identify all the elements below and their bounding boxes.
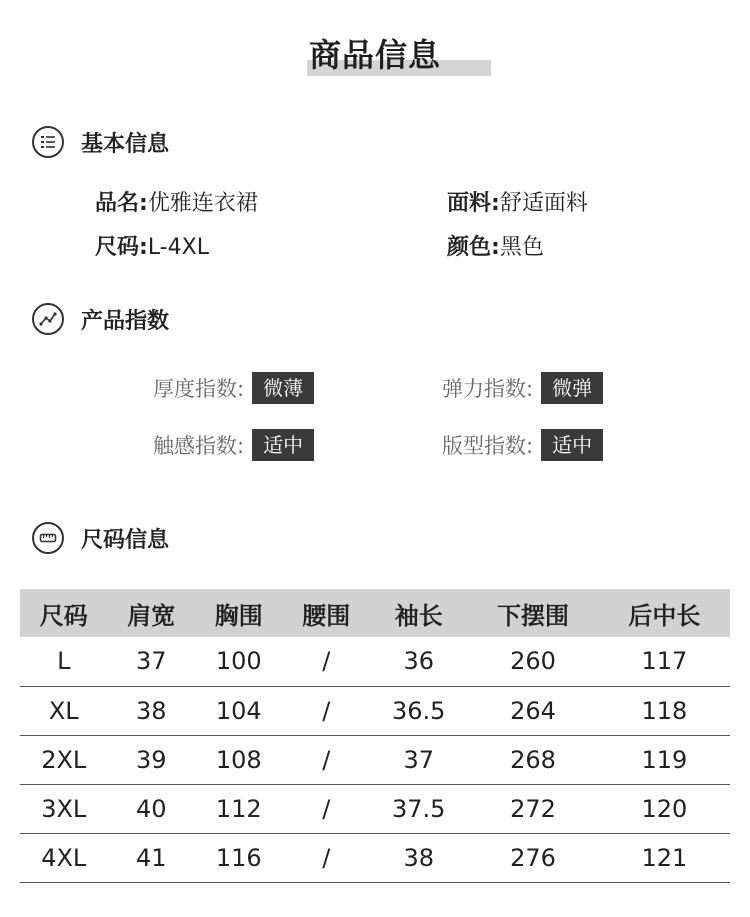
ruler-icon	[32, 522, 64, 554]
section-basic-title: 基本信息	[81, 131, 170, 157]
table-header-cell: 肩宽	[108, 589, 196, 637]
table-cell: 40	[108, 784, 196, 833]
table-cell: 100	[195, 637, 283, 686]
index-touch	[153, 429, 314, 461]
table-cell: 112	[195, 784, 283, 833]
table-cell: 108	[195, 735, 283, 784]
table-cell: 38	[370, 833, 467, 882]
table-row	[20, 833, 730, 882]
table-cell: 264	[467, 686, 598, 735]
table-cell: /	[283, 686, 371, 735]
table-cell: 37.5	[370, 784, 467, 833]
info-value: 优雅连衣裙	[147, 191, 258, 216]
table-cell: 37	[108, 637, 196, 686]
table-cell: 268	[467, 735, 598, 784]
table-cell: /	[283, 735, 371, 784]
table-cell: 36	[370, 637, 467, 686]
index-label: 版型指数:	[442, 434, 534, 458]
table-cell: 116	[195, 833, 283, 882]
table-row	[20, 686, 730, 735]
table-row	[20, 784, 730, 833]
index-label: 触感指数:	[153, 434, 245, 458]
section-size-header	[32, 521, 169, 555]
info-label: 品名:	[95, 191, 148, 216]
table-cell: 119	[599, 735, 730, 784]
index-badge: 微弹	[541, 372, 603, 404]
info-color	[447, 230, 544, 261]
index-badge: 微薄	[252, 372, 314, 404]
table-cell: 41	[108, 833, 196, 882]
table-cell: 36.5	[370, 686, 467, 735]
section-index-header	[32, 302, 169, 336]
table-cell: 37	[370, 735, 467, 784]
section-index-title: 产品指数	[81, 308, 170, 334]
info-product-name	[95, 186, 258, 217]
table-cell: 104	[195, 686, 283, 735]
table-cell: XL	[20, 686, 108, 735]
table-header-cell: 后中长	[599, 589, 730, 637]
index-badge: 适中	[252, 429, 314, 461]
size-table	[20, 589, 730, 883]
table-cell: 4XL	[20, 833, 108, 882]
table-cell: 120	[599, 784, 730, 833]
table-cell: 272	[467, 784, 598, 833]
info-fabric	[447, 186, 588, 217]
index-thickness	[153, 372, 314, 404]
index-label: 厚度指数:	[153, 377, 245, 401]
table-cell: 260	[467, 637, 598, 686]
table-cell: /	[283, 637, 371, 686]
index-elasticity	[442, 372, 603, 404]
table-row	[20, 735, 730, 784]
info-value: 舒适面料	[499, 191, 588, 216]
section-basic-header	[32, 125, 169, 159]
page-title: 商品信息	[308, 36, 441, 74]
table-cell: /	[283, 833, 371, 882]
table-cell: 276	[467, 833, 598, 882]
table-cell: /	[283, 784, 371, 833]
table-header-cell: 下摆围	[467, 589, 598, 637]
index-label: 弹力指数:	[442, 377, 534, 401]
table-cell: L	[20, 637, 108, 686]
table-header-cell: 袖长	[370, 589, 467, 637]
table-cell: 38	[108, 686, 196, 735]
info-value: L-4XL	[147, 235, 209, 260]
table-cell: 117	[599, 637, 730, 686]
table-header-row	[20, 589, 730, 637]
info-label: 尺码:	[95, 235, 148, 260]
table-cell: 39	[108, 735, 196, 784]
section-size-title: 尺码信息	[81, 527, 170, 553]
table-cell: 121	[599, 833, 730, 882]
table-header-cell: 尺码	[20, 589, 108, 637]
table-row	[20, 637, 730, 686]
info-value: 黑色	[499, 235, 544, 260]
table-cell: 2XL	[20, 735, 108, 784]
trend-icon	[32, 303, 64, 335]
index-fit	[442, 429, 603, 461]
info-label: 颜色:	[447, 235, 500, 260]
table-cell: 3XL	[20, 784, 108, 833]
table-cell: 118	[599, 686, 730, 735]
list-icon	[32, 126, 64, 158]
info-size	[95, 230, 209, 261]
info-label: 面料:	[447, 191, 500, 216]
table-header-cell: 胸围	[195, 589, 283, 637]
table-header-cell: 腰围	[283, 589, 371, 637]
index-badge: 适中	[541, 429, 603, 461]
